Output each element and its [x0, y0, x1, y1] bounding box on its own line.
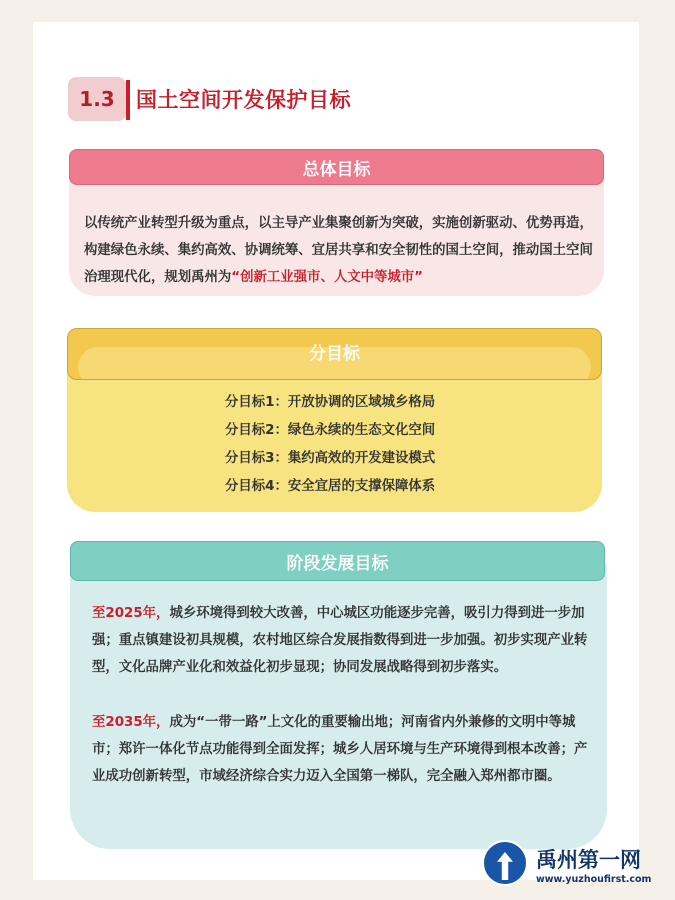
stage-goal-2025 — [92, 600, 592, 681]
logo-arrow-icon — [497, 852, 513, 880]
logo-name: 禹州第一网 — [536, 848, 641, 872]
stage-goals-header: 阶段发展目标 — [70, 541, 605, 581]
overall-goal-header: 总体目标 — [69, 149, 604, 185]
sub-goal-item: 分目标3：集约高效的开发建设模式 — [225, 451, 436, 466]
sub-goals-title: 分目标 — [309, 344, 360, 364]
logo-url: www.yuzhoufirst.com — [536, 874, 652, 885]
sub-goal-item: 分目标4：安全宜居的支撑保障体系 — [225, 479, 436, 494]
overall-goal-body: 以传统产业转型升级为重点，以主导产业集聚创新为突破，实施创新驱动、优势再造，构建绿色永续、集约高效、协调统筹、宜居共享和安全韧性的国土空间，推动国土空间治理现代化，规划禹州为 — [84, 216, 593, 285]
sub-goal-item: 分目标2：绿色永续的生态文化空间 — [225, 423, 436, 438]
stage-year-2025: 至2025年， — [92, 606, 170, 621]
stage-goal-2035 — [92, 709, 592, 790]
overall-goal-highlight: “创新工业强市、人文中等城市” — [231, 270, 423, 285]
sub-goal-item: 分目标1：开放协调的区域城乡格局 — [225, 395, 436, 410]
sub-goals-header — [67, 328, 602, 380]
overall-goal-text — [84, 210, 594, 291]
watermark-logo — [482, 836, 662, 892]
section-title: 国土空间开发保护目标 — [136, 88, 351, 112]
stage-year-2035: 至2035年， — [92, 715, 170, 730]
stage-text-2035: 成为“一带一路”上文化的重要输出地；河南省内外兼修的文明中等城市；郑许一体化节点功能得到全面发挥；城乡人居环境与生产环境得到根本改善；产业成功创新转型，市域经济综合实力迈入全国第一梯队，完全融入郑州都市圈。 — [92, 715, 588, 784]
sub-goals-list — [225, 389, 525, 501]
logo-emblem-icon — [482, 840, 528, 886]
section-divider — [126, 80, 130, 120]
stage-text-2025: 城乡环境得到较大改善，中心城区功能逐步完善，吸引力得到进一步加强；重点镇建设初具规模，农村地区综合发展指数得到进一步加强。初步实现产业转型，文化品牌产业化和效益化初步显现；协同发展战略得到初步落实。 — [92, 606, 588, 675]
section-number: 1.3 — [68, 77, 126, 121]
